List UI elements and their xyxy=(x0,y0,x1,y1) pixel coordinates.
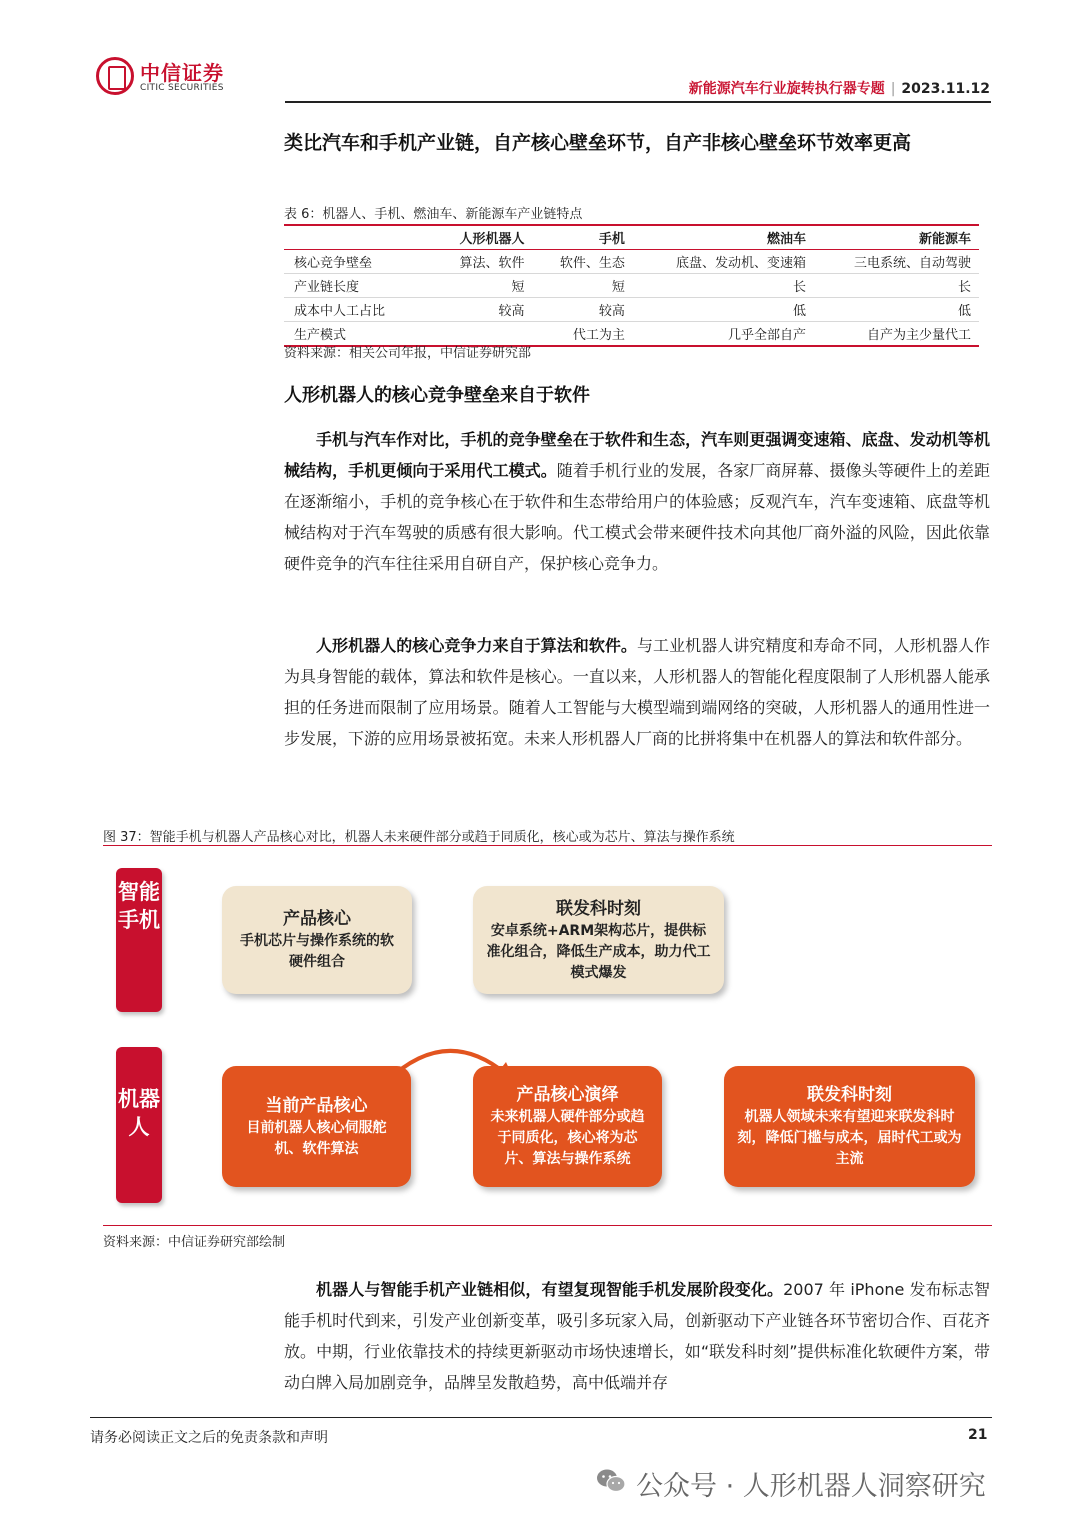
table-cell: 低 xyxy=(633,298,814,322)
box-desc: 手机芯片与操作系统的软硬件组合 xyxy=(240,933,394,970)
watermark-text: 公众号 · 人形机器人洞察研究 xyxy=(636,1471,986,1502)
table-header-row xyxy=(284,225,979,250)
table-cell: 底盘、发动机、变速箱 xyxy=(633,250,814,274)
table-cell: 三电系统、自动驾驶 xyxy=(814,250,979,274)
industry-chain-table xyxy=(284,224,979,347)
table-cell: 长 xyxy=(633,274,814,298)
table-cell: 长 xyxy=(814,274,979,298)
phone-mediatek-moment-box xyxy=(473,886,724,994)
logo-en-text: CITIC SECURITIES xyxy=(140,83,224,93)
table-cell: 生产模式 xyxy=(284,322,432,347)
report-date: 2023.11.12 xyxy=(901,81,990,97)
report-title: 新能源汽车行业旋转执行器专题 xyxy=(688,81,885,97)
paragraph-2-body: 与工业机器人讲究精度和寿命不同，人形机器人作为具身智能的载体，算法和软件是核心。一直以来，人形机器人的智能化程度限制了人形机器人能承担的任务进而限制了应用场景。随着人工智能与大模型端到端网络的突破，人形机器人的通用性进一步发展，下游的应用场景被拓宽。未来人形机器人厂商的比拼将集中在机器人的算法和软件部分。 xyxy=(284,636,990,748)
robot-mediatek-moment-box xyxy=(724,1066,975,1187)
paragraph-1-lead: 手机与汽车作对比，手机的竞争壁垒在于软件和生态，汽车则更强调变速箱、底盘、发动机等机械结构，手机更倾向于采用代工模式。 xyxy=(284,430,990,480)
citic-logo-icon xyxy=(96,57,134,95)
paragraph-3-lead: 机器人与智能手机产业链相似，有望复现智能手机发展阶段变化。 xyxy=(316,1280,784,1299)
table-source: 资料来源：相关公司年报，中信证券研究部 xyxy=(284,346,532,361)
header-separator: | xyxy=(890,81,896,97)
logo-cn-text: 中信证券 xyxy=(140,61,224,85)
table-header-cell xyxy=(284,225,432,250)
section-title: 类比汽车和手机产业链，自产核心壁垒环节，自产非核心壁垒环节效率更高 xyxy=(284,132,912,154)
figure-top-rule xyxy=(103,845,992,846)
box-desc: 机器人领域未来有望迎来联发科时刻，降低门槛与成本，届时代工或为主流 xyxy=(737,1109,962,1167)
phone-product-core-box xyxy=(222,886,412,994)
table-header-cell: 人形机器人 xyxy=(432,225,532,250)
table-row xyxy=(284,274,979,298)
wechat-icon xyxy=(596,1468,626,1494)
table-row xyxy=(284,298,979,322)
box-title: 产品核心 xyxy=(283,909,351,929)
table-cell: 短 xyxy=(532,274,632,298)
table-cell: 算法、软件 xyxy=(432,250,532,274)
paragraph-3 xyxy=(284,1274,990,1398)
robot-core-evolution-box xyxy=(473,1066,662,1187)
table-cell: 低 xyxy=(814,298,979,322)
header-divider xyxy=(285,101,991,103)
box-title: 联发科时刻 xyxy=(556,898,641,919)
footer-disclaimer: 请务必阅读正文之后的免责条款和声明 xyxy=(90,1430,328,1446)
smartphone-label xyxy=(116,868,162,1012)
figure-caption: 图 37：智能手机与机器人产品核心对比，机器人未来硬件部分或趋于同质化，核心或为芯片、算法与操作系统 xyxy=(103,830,735,845)
paragraph-3-body: 2007 年 iPhone 发布标志智能手机时代到来，引发产业创新变革，吸引多玩家入局，创新驱动下产业链各环节密切合作、百花齐放。中期，行业依靠技术的持续更新驱动市场快速增长，如“联发科时刻”提供标准化软硬件方案，带动白牌入局加剧竞争，品牌呈发散趋势，高中低端并存 xyxy=(284,1280,990,1392)
table-caption: 表 6：机器人、手机、燃油车、新能源车产业链特点 xyxy=(284,207,583,222)
subsection-title: 人形机器人的核心竞争壁垒来自于软件 xyxy=(284,385,590,406)
paragraph-2-lead: 人形机器人的核心竞争力来自于算法和软件。 xyxy=(316,636,637,655)
table-header-cell: 手机 xyxy=(532,225,632,250)
box-title: 当前产品核心 xyxy=(265,1095,368,1116)
table-cell: 短 xyxy=(432,274,532,298)
table-cell: 代工为主 xyxy=(532,322,632,347)
box-desc: 安卓系统+ARM架构芯片，提供标准化组合，降低生产成本，助力代工模式爆发 xyxy=(486,922,711,981)
robot-label xyxy=(116,1047,162,1203)
table-header-cell: 燃油车 xyxy=(633,225,814,250)
table-cell: 软件、生态 xyxy=(532,250,632,274)
table-cell: 几乎全部自产 xyxy=(633,322,814,347)
table-cell: 较高 xyxy=(532,298,632,322)
report-header xyxy=(689,78,990,98)
smartphone-label-text: 智能手机 xyxy=(118,880,160,932)
table-cell: 成本中人工占比 xyxy=(284,298,432,322)
table-cell: 产业链长度 xyxy=(284,274,432,298)
robot-label-text: 机器人 xyxy=(118,1087,160,1139)
paragraph-2 xyxy=(284,630,990,754)
table-cell: 自产为主少量代工 xyxy=(814,322,979,347)
box-title: 产品核心演绎 xyxy=(516,1085,619,1105)
figure-bottom-rule xyxy=(103,1225,992,1226)
footer-divider xyxy=(90,1417,992,1418)
table-header-cell: 新能源车 xyxy=(814,225,979,250)
paragraph-1 xyxy=(284,424,990,579)
figure-source: 资料来源：中信证券研究部绘制 xyxy=(103,1235,286,1250)
table-row xyxy=(284,250,979,274)
table-cell: 较高 xyxy=(432,298,532,322)
box-desc: 目前机器人核心伺服舵机、软件算法 xyxy=(246,1119,387,1157)
robot-current-core-box xyxy=(222,1066,411,1187)
box-desc: 未来机器人硬件部分或趋于同质化，核心将为芯片、算法与操作系统 xyxy=(490,1109,645,1167)
table-cell: 核心竞争壁垒 xyxy=(284,250,432,274)
page-number: 21 xyxy=(968,1427,988,1443)
paragraph-1-body: 随着手机行业的发展，各家厂商屏幕、摄像头等硬件上的差距在逐渐缩小，手机的竞争核心在于软件和生态带给用户的体验感；反观汽车，汽车变速箱、底盘等机械结构对于汽车驾驶的质感有很大影响。代工模式会带来硬件技术向其他厂商外溢的风险，因此依靠硬件竞争的汽车往往采用自研自产，保护核心竞争力。 xyxy=(284,461,990,573)
citic-logo xyxy=(96,57,246,101)
box-title: 联发科时刻 xyxy=(807,1085,892,1105)
wechat-watermark xyxy=(596,1462,1056,1502)
